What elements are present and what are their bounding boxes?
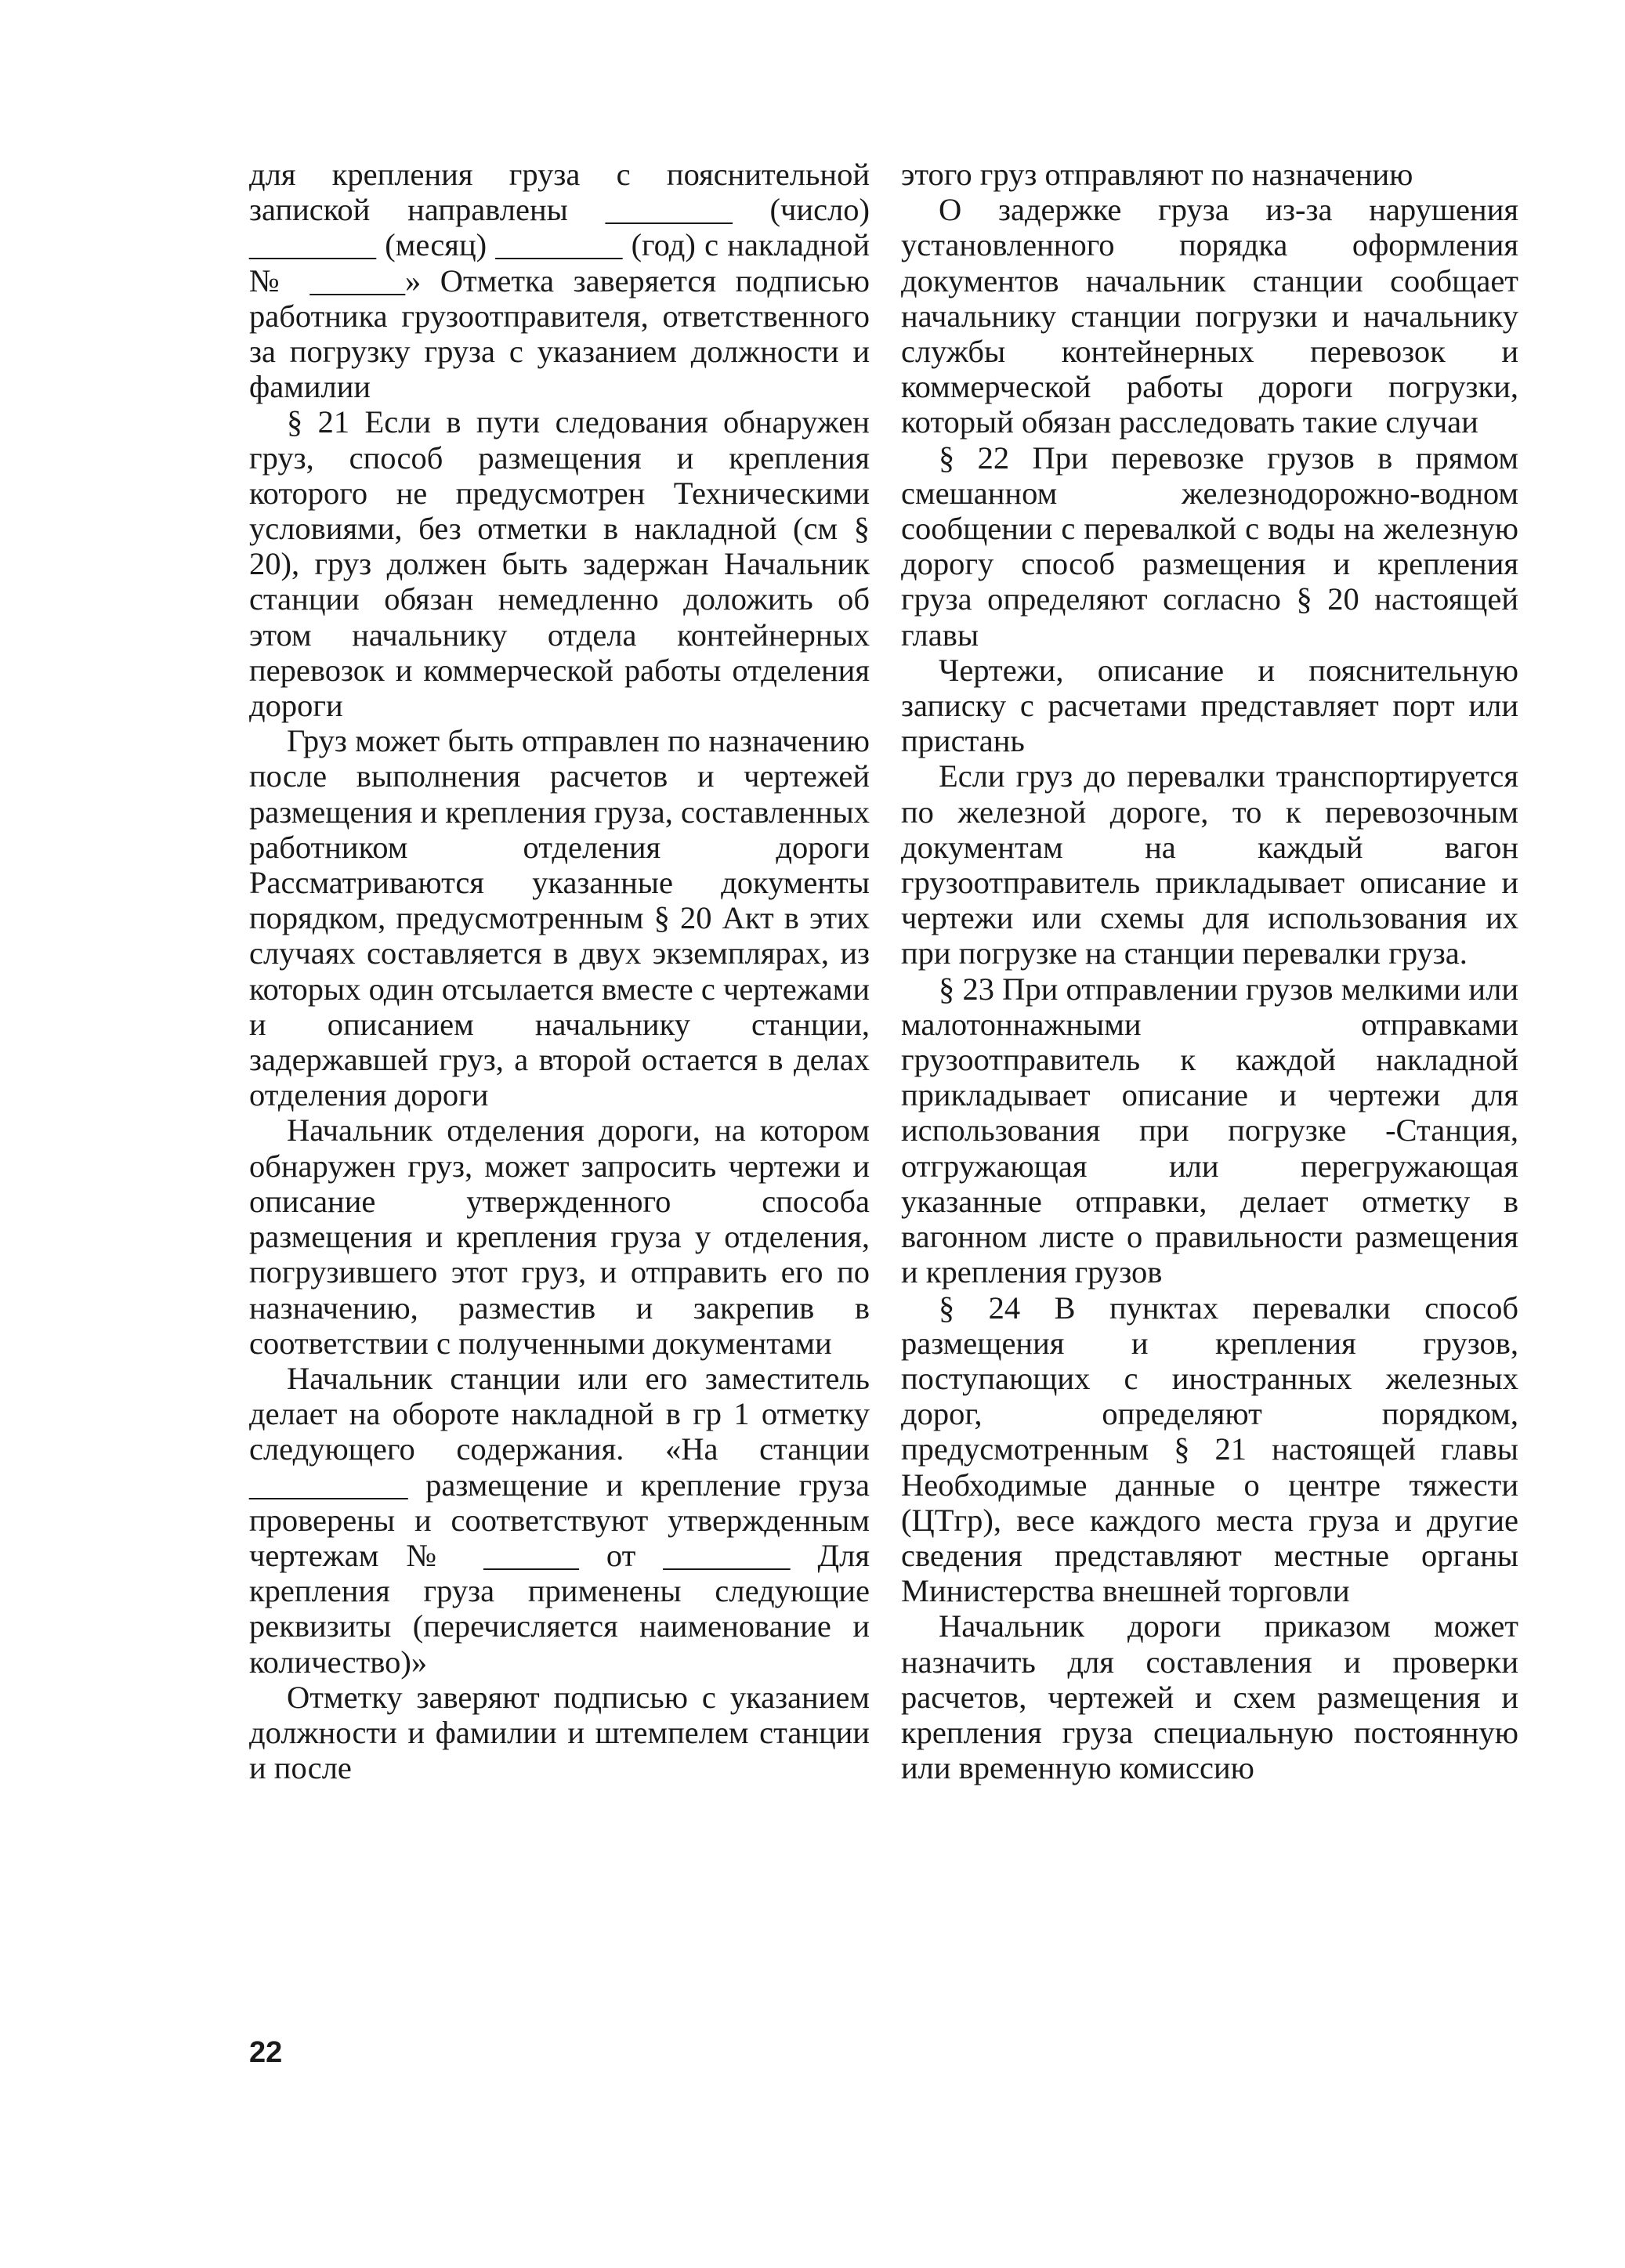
right-text-column (901, 157, 1518, 1785)
paragraph-left-4: Начальник отделения дороги, на котором обнаружен груз, может запросить чертежи и описание утвержденного способа размещения и крепления груза у отделения, погрузившего этот груз, и отправить его по назначению, разместив и закрепив в соответствии с полученными документами (249, 1112, 870, 1361)
paragraph-right-5: Если груз до перевалки транспортируется по железной дороге, то к перевозочным документам на каждый вагон грузоотправитель прикладывает описание и чертежи или схемы для использования их при погрузке на станции перевалки груза. (901, 758, 1518, 971)
paragraph-left-3: Груз может быть отправлен по назначению после выполнения расчетов и чертежей размещения и крепления груза, составленных работником отделения дороги Рассматриваются указанные документы порядком, предусмотренным § 20 Акт в этих случаях составляется в двух экземплярах, из которых один отсылается вместе с чертежами и описанием начальнику станции, задержавшей груз, а второй остается в делах отделения дороги (249, 723, 870, 1113)
paragraph-section-23: § 23 При отправлении грузов мелкими или малотоннажными отправками грузоотправитель к каждой накладной прикладывает описание и чертежи для использования при погрузке -Станция, отгружающая или перегружающая указанные отправки, делает отметку в вагонном листе о правильности размещения и крепления грузов (901, 971, 1518, 1290)
paragraph-left-5: Начальник станции или его заместитель делает на обороте накладной в гр 1 отметку следующего содержания. «На станции __________ размещение и крепление груза проверены и соответствуют утвержденным чертежам № ______ от ________ Для крепления груза применены следующие реквизиты (перечисляется наименование и количество)» (249, 1360, 870, 1680)
page-number: 22 (249, 2036, 283, 2069)
paragraph-left-6: Отметку заверяют подписью с указанием должности и фамилии и штемпелем станции и после (249, 1679, 870, 1786)
paragraph-section-22: § 22 При перевозке грузов в прямом смешанном железнодорожно-водном сообщении с перевалкой с воды на железную дорогу способ размещения и крепления груза определяют согласно § 20 настоящей главы (901, 439, 1518, 653)
paragraph-section-21: § 21 Если в пути следования обнаружен груз, способ размещения и крепления которого не предусмотрен Техническими условиями, без отметки в накладной (см § 20), груз должен быть задержан Начальник станции обязан немедленно доложить об этом начальнику отдела контейнерных перевозок и коммерческой работы отделения дороги (249, 404, 870, 724)
paragraph-right-1: этого груз отправляют по назначению (901, 157, 1413, 192)
left-text-column (249, 157, 870, 1785)
paragraph-right-2: О задержке груза из-за нарушения установленного порядка оформления документов начальник станции сообщает начальнику станции погрузки и начальнику службы контейнерных перевозок и коммерческой работы дороги погрузки, который обязан расследовать такие случаи (901, 192, 1518, 440)
paragraph-section-24: § 24 В пунктах перевалки способ размещения и крепления грузов, поступающих с иностранных железных дорог, определяют порядком, предусмотренным § 21 настоящей главы Необходимые данные о центре тяжести (ЦТгр), весе каждого места груза и другие сведения представляют местные органы Министерства внешней торговли (901, 1290, 1518, 1609)
paragraph-right-8: Начальник дороги приказом может назначить для составления и проверки расчетов, чертежей и схем размещения и крепления груза специальную постоянную или временную комиссию (901, 1608, 1518, 1786)
paragraph-left-1: для крепления груза с пояснительной запиской направлены ________ (число) ________ (месяц) ________ (год) с накладной № ______» Отметка заверяется подписью работника грузоотправителя, ответственного за погрузку груза с указанием должности и фамилии (249, 157, 870, 405)
paragraph-right-4: Чертежи, описание и пояснительную записку с расчетами представляет порт или пристань (901, 652, 1518, 759)
